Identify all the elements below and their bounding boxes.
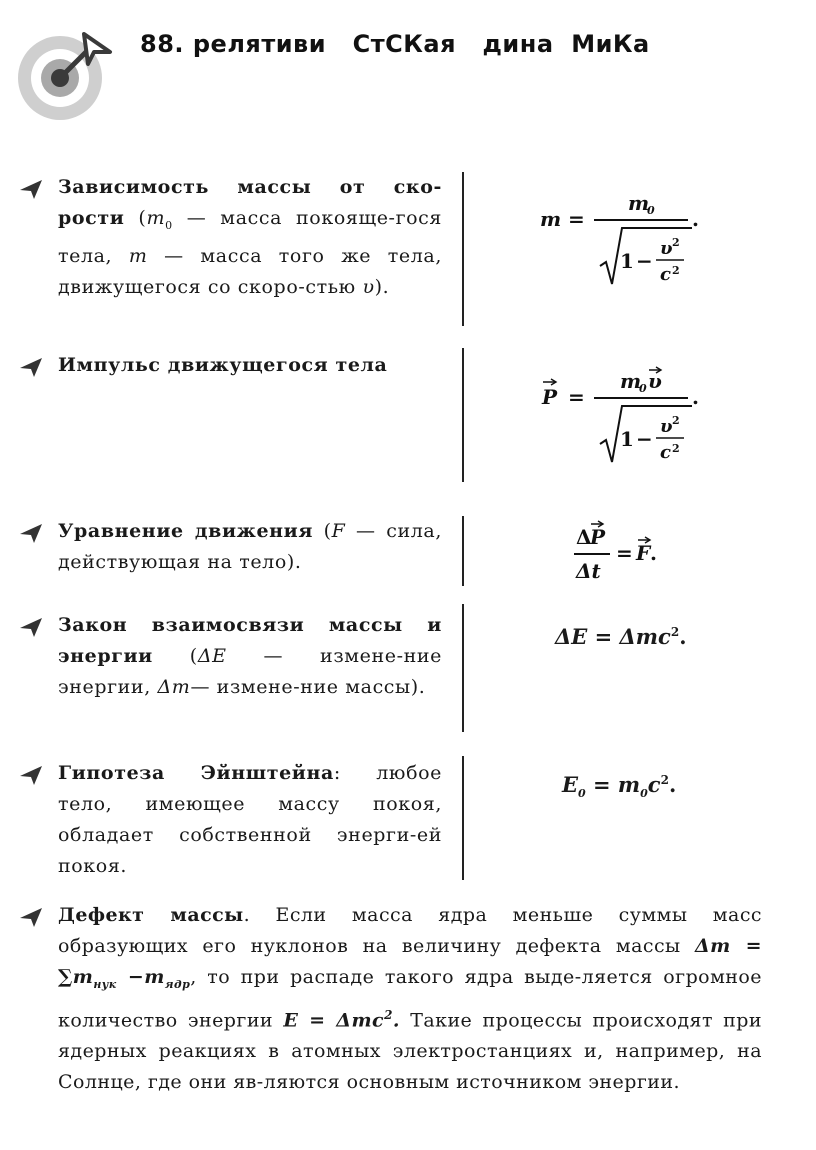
arrow-bullet-icon xyxy=(18,616,44,638)
column-divider xyxy=(462,172,464,326)
svg-text:c: c xyxy=(660,264,671,285)
arrow-bullet-icon xyxy=(18,764,44,786)
term: Дефект массы xyxy=(58,904,244,926)
svg-text:.: . xyxy=(692,207,699,231)
formula-mass-energy: ΔE = Δmc$^2$. xyxy=(555,624,687,649)
svg-text:υ: υ xyxy=(660,238,673,259)
svg-text:=: = xyxy=(568,385,585,409)
row-description: Гипотеза Эйнштейна: любое тело, имеющее массу покоя, обладает собственной энерги-ей покоя. xyxy=(58,762,442,877)
svg-text:P: P xyxy=(590,525,606,549)
svg-text:0: 0 xyxy=(647,204,655,217)
svg-text:2: 2 xyxy=(672,236,680,249)
arrow-bullet-icon xyxy=(18,356,44,378)
target-logo-icon xyxy=(14,22,114,122)
column-divider xyxy=(462,348,464,482)
term: Уравнение движения xyxy=(58,520,313,542)
svg-text:m: m xyxy=(620,369,642,393)
svg-text:0: 0 xyxy=(639,382,647,395)
row-description: Уравнение движения (F — сила, действующая на тело). xyxy=(58,520,442,573)
svg-text:P: P xyxy=(542,385,558,409)
svg-text:c: c xyxy=(660,442,671,463)
svg-text:2: 2 xyxy=(672,264,680,277)
column-divider xyxy=(462,756,464,880)
svg-text:Δ: Δ xyxy=(576,525,592,549)
svg-text:υ: υ xyxy=(660,416,673,437)
formula-relativistic-mass xyxy=(470,182,800,302)
term: Закон взаимосвязи массы и энергии xyxy=(58,614,442,667)
term: Импульс движущегося тела xyxy=(58,354,388,376)
svg-text:Δt: Δt xyxy=(576,559,601,583)
column-divider xyxy=(462,604,464,732)
svg-text:F: F xyxy=(636,541,651,565)
svg-text:m: m xyxy=(628,191,650,215)
svg-text:1: 1 xyxy=(620,249,634,273)
row-description: Зависимость массы от ско-рости ($m_0$ — масса покояще-гося тела, m — масса того же тела, движущегося со скоро-стью υ). xyxy=(58,176,442,298)
row-description xyxy=(58,350,398,381)
mass-defect-paragraph: Дефект массы. Если масса ядра меньше суммы масс образующих его нуклонов на величину дефекта массы $\Delta m = \sum m_{нук} -m_{ядр}$, то при распаде такого ядра выде-ляется огромное количество энергии E = Δmc$^2$. Такие процессы происходят при ядерных реакциях в атомных электростанциях и, например, на Солнце, где они яв-ляются основным источником энергии. xyxy=(58,904,763,1094)
svg-text:.: . xyxy=(692,385,699,409)
svg-text:1: 1 xyxy=(620,427,634,451)
svg-text:=: = xyxy=(568,207,585,231)
term: Зависимость массы от ско-рости xyxy=(58,176,442,229)
svg-text:.: . xyxy=(650,541,657,565)
arrow-bullet-icon xyxy=(18,178,44,200)
row-description: Закон взаимосвязи массы и энергии (ΔE — измене-ние энергии, Δm— измене-ние массы). xyxy=(58,614,443,698)
term: Гипотеза Эйнштейна xyxy=(58,762,334,784)
svg-text:m: m xyxy=(540,207,562,231)
page-title: 88. релятиви СтСКая дина МиКа xyxy=(140,30,650,58)
arrow-bullet-icon xyxy=(18,906,44,928)
formula-rest-energy: $E_0 = m_0c^2$. xyxy=(562,772,677,801)
svg-text:2: 2 xyxy=(672,414,680,427)
svg-text:−: − xyxy=(636,249,653,273)
arrow-bullet-icon xyxy=(18,522,44,544)
svg-text:2: 2 xyxy=(672,442,680,455)
svg-text:=: = xyxy=(616,541,633,565)
svg-text:−: − xyxy=(636,427,653,451)
formula-relativistic-momentum xyxy=(470,360,800,480)
formula-equation-of-motion xyxy=(470,512,800,592)
svg-text:υ: υ xyxy=(648,369,662,393)
column-divider xyxy=(462,516,464,586)
